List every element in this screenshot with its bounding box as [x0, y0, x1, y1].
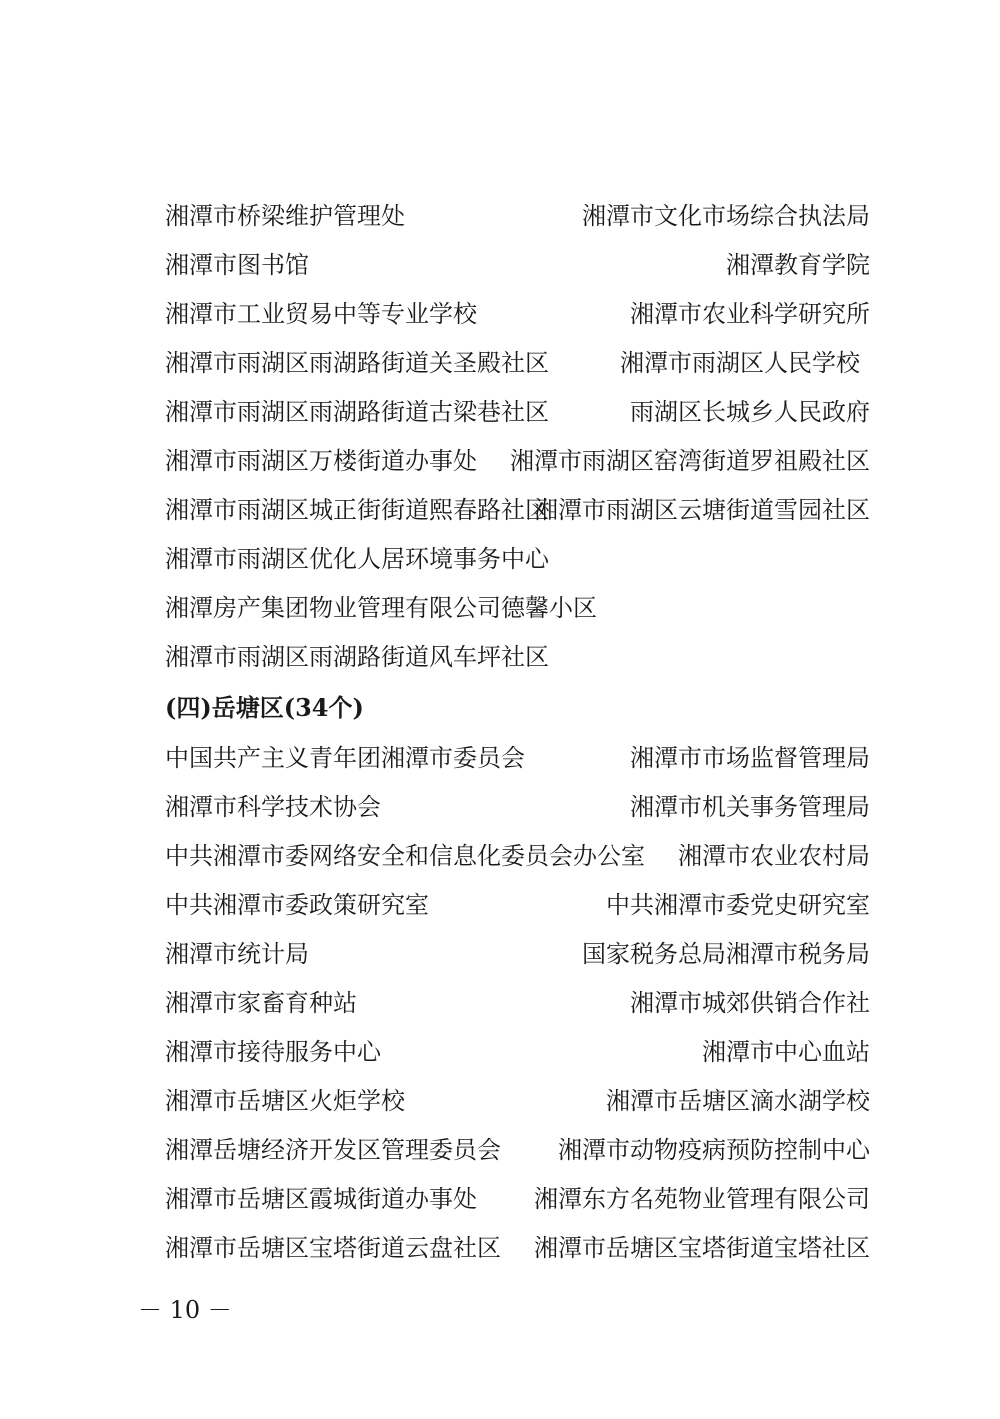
org-name: 湘潭市家畜育种站: [165, 989, 357, 1017]
org-name: 湘潭岳塘经济开发区管理委员会: [165, 1136, 501, 1164]
org-name: 湘潭市雨湖区雨湖路街道风车坪社区: [165, 643, 549, 671]
org-name: 国家税务总局湘潭市税务局: [582, 940, 870, 968]
list-row: [165, 1081, 870, 1121]
org-name: 湘潭市雨湖区优化人居环境事务中心: [165, 545, 549, 573]
org-name: 湘潭市岳塘区滴水湖学校: [606, 1087, 870, 1115]
org-name: 湘潭市统计局: [165, 940, 309, 968]
org-name: 湘潭市图书馆: [165, 251, 309, 279]
list-row: [165, 196, 870, 236]
org-name: 湘潭市桥梁维护管理处: [165, 202, 405, 230]
org-name: 湘潭教育学院: [726, 251, 870, 279]
list-row: [165, 637, 870, 677]
org-name: 中共湘潭市委党史研究室: [606, 891, 870, 919]
org-name: 湘潭市雨湖区人民学校: [620, 349, 860, 377]
org-name: 湘潭市雨湖区雨湖路街道古梁巷社区: [165, 398, 549, 426]
list-row: [165, 1179, 870, 1219]
list-row: [165, 490, 870, 530]
org-name: 湘潭房产集团物业管理有限公司德馨小区: [165, 594, 597, 622]
org-name: 湘潭东方名苑物业管理有限公司: [534, 1185, 870, 1213]
org-name: 湘潭市中心血站: [702, 1038, 870, 1066]
list-row: [165, 294, 870, 334]
list-row: [165, 934, 870, 974]
org-name: 湘潭市接待服务中心: [165, 1038, 381, 1066]
org-name: 中共湘潭市委网络安全和信息化委员会办公室: [165, 842, 645, 870]
list-row: [165, 343, 870, 383]
org-name: 湘潭市岳塘区宝塔街道宝塔社区: [534, 1234, 870, 1262]
list-row: [165, 836, 870, 876]
list-row: [165, 245, 870, 285]
org-name: 湘潭市农业科学研究所: [630, 300, 870, 328]
org-name: 湘潭市市场监督管理局: [630, 744, 870, 772]
org-name: 中共湘潭市委政策研究室: [165, 891, 429, 919]
org-name: 湘潭市文化市场综合执法局: [582, 202, 870, 230]
org-name: 湘潭市科学技术协会: [165, 793, 381, 821]
list-row: [165, 392, 870, 432]
list-row: [165, 983, 870, 1023]
org-name: 湘潭市机关事务管理局: [630, 793, 870, 821]
org-name: 湘潭市岳塘区宝塔街道云盘社区: [165, 1234, 501, 1262]
org-name: 湘潭市岳塘区霞城街道办事处: [165, 1185, 477, 1213]
org-name: 湘潭市雨湖区万楼街道办事处: [165, 447, 477, 475]
org-name: 湘潭市雨湖区城正街街道熙春路社区: [165, 496, 549, 524]
org-name: 湘潭市雨湖区窑湾街道罗祖殿社区: [510, 447, 870, 475]
list-row: [165, 539, 870, 579]
org-name: 湘潭市城郊供销合作社: [630, 989, 870, 1017]
list-row: [165, 1130, 870, 1170]
org-name: 雨湖区长城乡人民政府: [630, 398, 870, 426]
list-row: [165, 738, 870, 778]
org-name: 湘潭市动物疫病预防控制中心: [558, 1136, 870, 1164]
list-row: [165, 1228, 870, 1268]
list-row: [165, 588, 870, 628]
section-heading: (四)岳塘区(34个): [165, 693, 364, 722]
list-row: [165, 1032, 870, 1072]
org-name: 湘潭市农业农村局: [678, 842, 870, 870]
org-name: 湘潭市岳塘区火炬学校: [165, 1087, 405, 1115]
page-number: － 10 －: [138, 1296, 232, 1324]
list-row: [165, 885, 870, 925]
org-name: 中国共产主义青年团湘潭市委员会: [165, 744, 525, 772]
list-row: [165, 441, 870, 481]
list-row: [165, 787, 870, 827]
org-name: 湘潭市工业贸易中等专业学校: [165, 300, 477, 328]
org-name: 湘潭市雨湖区云塘街道雪园社区: [534, 496, 870, 524]
org-name: 湘潭市雨湖区雨湖路街道关圣殿社区: [165, 349, 549, 377]
